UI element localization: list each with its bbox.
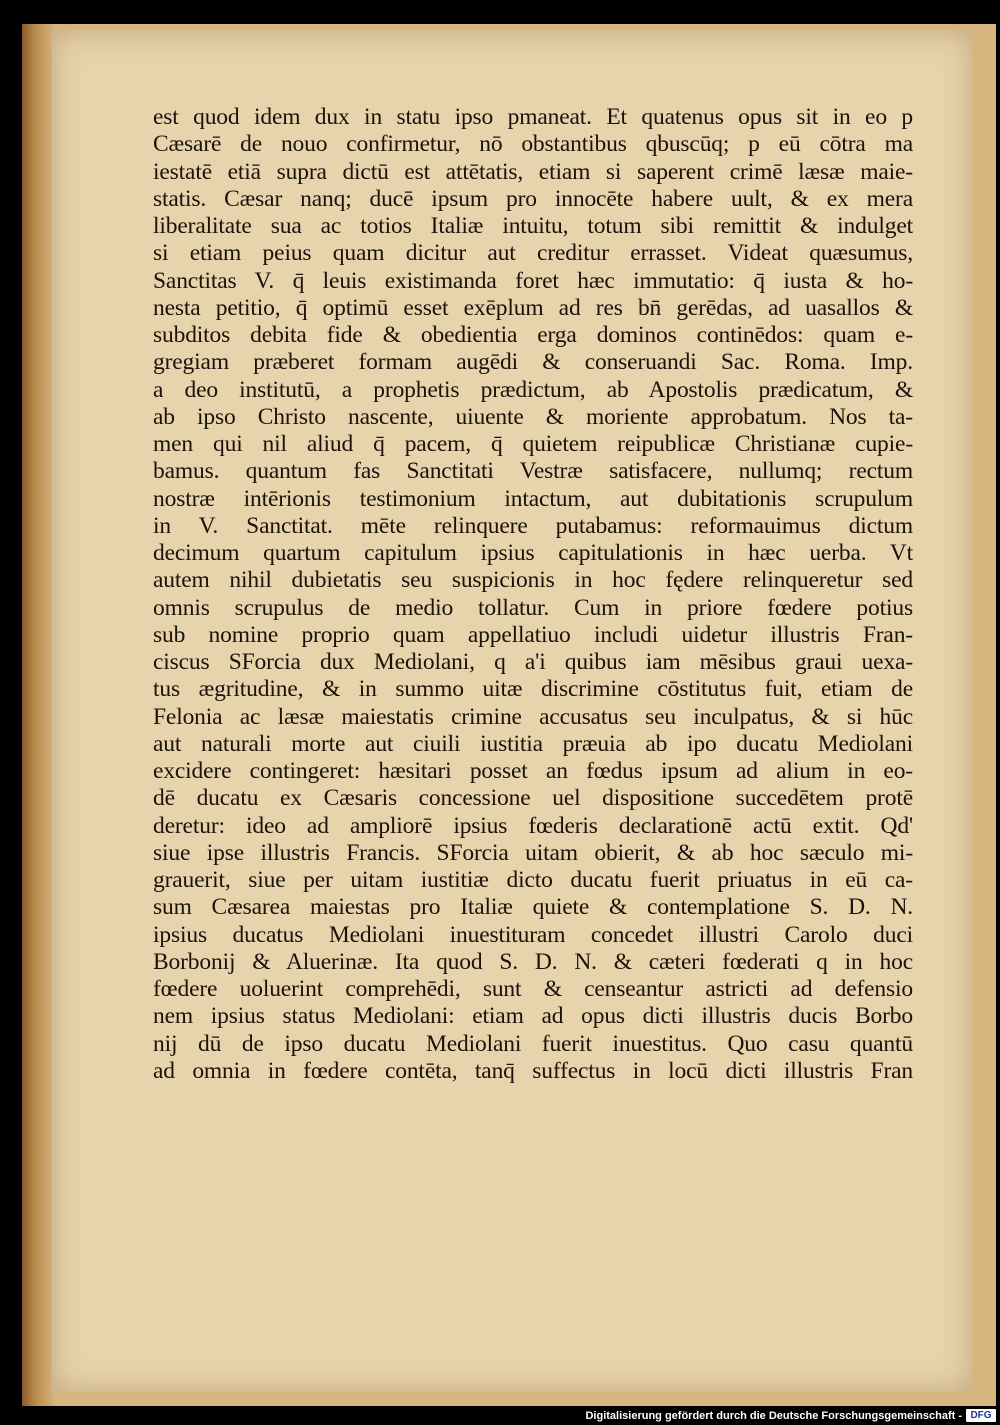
text-line: Borbonij & Aluerinæ. Ita quod S. D. N. & cæteri fœderati q in hoc — [153, 948, 913, 975]
text-line: nostræ intērionis testimonium intactum, aut dubitationis scrupulum — [153, 485, 913, 512]
text-line: Felonia ac læsæ maiestatis crimine accusatus seu inculpatus, & si hūc — [153, 703, 913, 730]
text-line: ab ipso Christo nascente, uiuente & moriente approbatum. Nos ta- — [153, 403, 913, 430]
text-line: liberalitate sua ac totios Italiæ intuitu, totum sibi remittit & indulget — [153, 213, 913, 239]
book-spine-edge — [22, 24, 54, 1406]
text-line: Sanctitas V. q̄ leuis existimanda foret hæc immutatio: q̄ iusta & ho- — [153, 267, 913, 294]
dfg-logo-icon: DFG — [966, 1409, 996, 1422]
text-line: omnis scrupulus de medio tollatur. Cum in priore fœdere potius — [153, 594, 913, 621]
text-line: deretur: ideo ad ampliorē ipsius fœderis declarationē actū extit. Qd' — [153, 812, 913, 839]
text-line: autem nihil dubietatis seu suspicionis in hoc fędere relinqueretur sed — [153, 567, 913, 594]
text-line: nem ipsius status Mediolani: etiam ad opus dicti illustris ducis Borbo — [153, 1003, 913, 1030]
text-line: aut naturali morte aut ciuili iustitia præuia ab ipo ducatu Mediolani — [153, 730, 913, 757]
text-line: sub nomine proprio quam appellatiuo includi uidetur illustris Fran- — [153, 621, 913, 648]
text-line: bamus. quantum fas Sanctitati Vestræ satisfacere, nullumq; rectum — [153, 458, 913, 485]
text-line: ipsius ducatus Mediolani inuestituram concedet illustri Carolo duci — [153, 921, 913, 948]
digitization-credit-bar — [585, 1407, 1000, 1425]
text-line: in V. Sanctitat. mēte relinquere putabamus: reformauimus dictum — [153, 512, 913, 539]
text-line: ad omnia in fœdere contēta, tanq̄ suffectus in locū dicti illustris Fran — [153, 1057, 913, 1084]
text-line: ciscus SForcia dux Mediolani, q a'i quibus iam mēsibus graui uexa- — [153, 649, 913, 675]
text-line: grauerit, siue per uitam iustitiæ dicto ducatu fuerit priuatus in eū ca- — [153, 867, 913, 893]
text-line: Cæsarē de nouo confirmetur, nō obstantibus qbuscūq; p eū cōtra ma — [153, 131, 913, 158]
text-line: men qui nil aliud q̄ pacem, q̄ quietem reipublicæ Christianæ cupie- — [153, 431, 913, 457]
text-line: sum Cæsarea maiestas pro Italiæ quiete & contemplatione S. D. N. — [153, 894, 913, 921]
page-text — [153, 104, 913, 1085]
text-line: dē ducatu ex Cæsaris concessione uel dispositione succedētem protē — [153, 785, 913, 812]
text-line: gregiam præberet formam augēdi & conseruandi Sac. Roma. Imp. — [153, 349, 913, 376]
digitization-credit-text: Digitalisierung gefördert durch die Deutsche Forschungsgemeinschaft - — [585, 1410, 962, 1422]
text-line: statis. Cæsar nanq; ducē ipsum pro innocēte habere uult, & ex mera — [153, 185, 913, 212]
text-line: nesta petitio, q̄ optimū esset exēplum ad res bn̄ gerēdas, ad uasallos & — [153, 294, 913, 321]
text-line: a deo institutū, a prophetis prædictum, ab Apostolis prædicatum, & — [153, 376, 913, 403]
text-line: subditos debita fide & obedientia erga dominos continēdos: quam e- — [153, 322, 913, 348]
text-line: fœdere uoluerint comprehēdi, sunt & censeantur astricti ad defensio — [153, 976, 913, 1002]
text-line: tus ægritudine, & in summo uitæ discrimine cōstitutus fuit, etiam de — [153, 676, 913, 703]
text-line: decimum quartum capitulum ipsius capitulationis in hæc uerba. Vt — [153, 540, 913, 566]
text-line: si etiam peius quam dicitur aut creditur errasset. Videat quæsumus, — [153, 240, 913, 267]
text-line: nij dū de ipso ducatu Mediolani fuerit inuestitus. Quo casu quantū — [153, 1030, 913, 1057]
text-line: est quod idem dux in statu ipso pmaneat. Et quatenus opus sit in eo p — [153, 104, 913, 130]
text-line: excidere contingeret: hæsitari posset an fœdus ipsum ad alium in eo- — [153, 758, 913, 784]
text-line: iestatē etiā supra dictū est attētatis, etiam si saperent crimē læsæ maie- — [153, 158, 913, 185]
text-line: siue ipse illustris Francis. SForcia uitam obierit, & ab hoc sæculo mi- — [153, 839, 913, 866]
